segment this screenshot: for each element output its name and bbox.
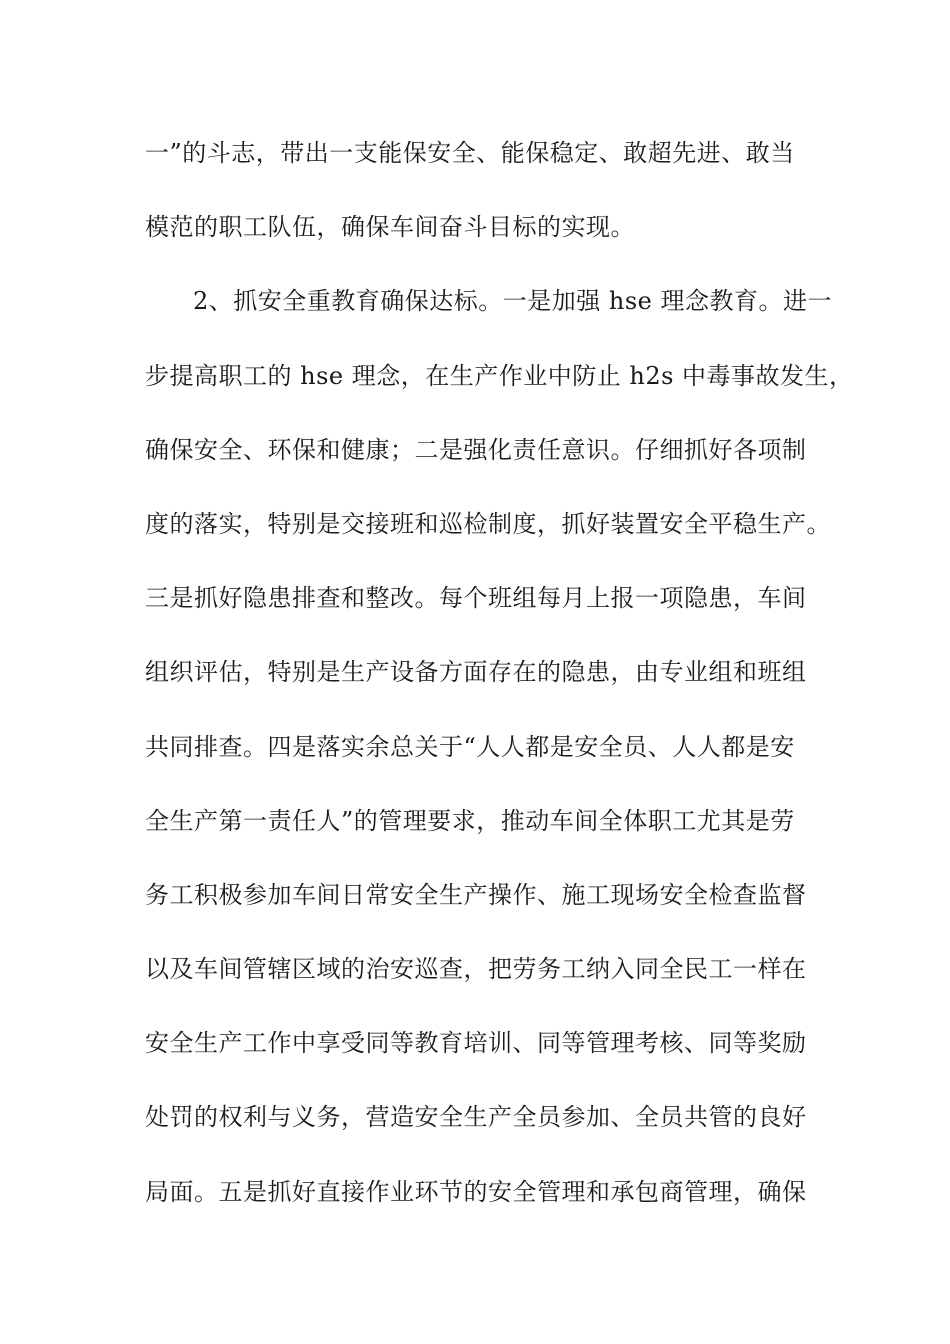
text-line: 以及车间管辖区域的治安巡查，把劳务工纳入同全民工一样在 xyxy=(145,955,807,984)
text-line: 全生产第一责任人”的管理要求，推动车间全体职工尤其是劳 xyxy=(145,806,795,835)
text-line: 局面。五是抓好直接作业环节的安全管理和承包商管理，确保 xyxy=(145,1177,807,1206)
text-line: 组织评估，特别是生产设备方面存在的隐患，由专业组和班组 xyxy=(145,658,807,687)
document-body xyxy=(145,125,854,1238)
text-line: 务工积极参加车间日常安全生产操作、施工现场安全检查监督 xyxy=(145,880,807,909)
text-line: 确保安全、环保和健康；二是强化责任意识。仔细抓好各项制 xyxy=(145,435,807,464)
text-line: 一”的斗志，带出一支能保安全、能保稳定、敢超先进、敢当 xyxy=(145,139,795,167)
text-line: 安全生产工作中享受同等教育培训、同等管理考核、同等奖励 xyxy=(145,1029,807,1058)
text-line: 度的落实，特别是交接班和巡检制度，抓好装置安全平稳生产。 xyxy=(145,509,831,538)
text-line: 2、抓安全重教育确保达标。一是加强 hse 理念教育。进一 xyxy=(193,287,833,316)
text-line: 步提高职工的 hse 理念，在生产作业中防止 h2s 中毒事故发生， xyxy=(145,361,854,390)
text-line: 三是抓好隐患排查和整改。每个班组每月上报一项隐患，车间 xyxy=(145,584,807,613)
text-line: 模范的职工队伍，确保车间奋斗目标的实现。 xyxy=(145,213,635,242)
text-line: 处罚的权利与义务，营造安全生产全员参加、全员共管的良好 xyxy=(145,1103,807,1132)
text-line: 共同排查。四是落实余总关于“人人都是安全员、人人都是安 xyxy=(145,732,795,761)
